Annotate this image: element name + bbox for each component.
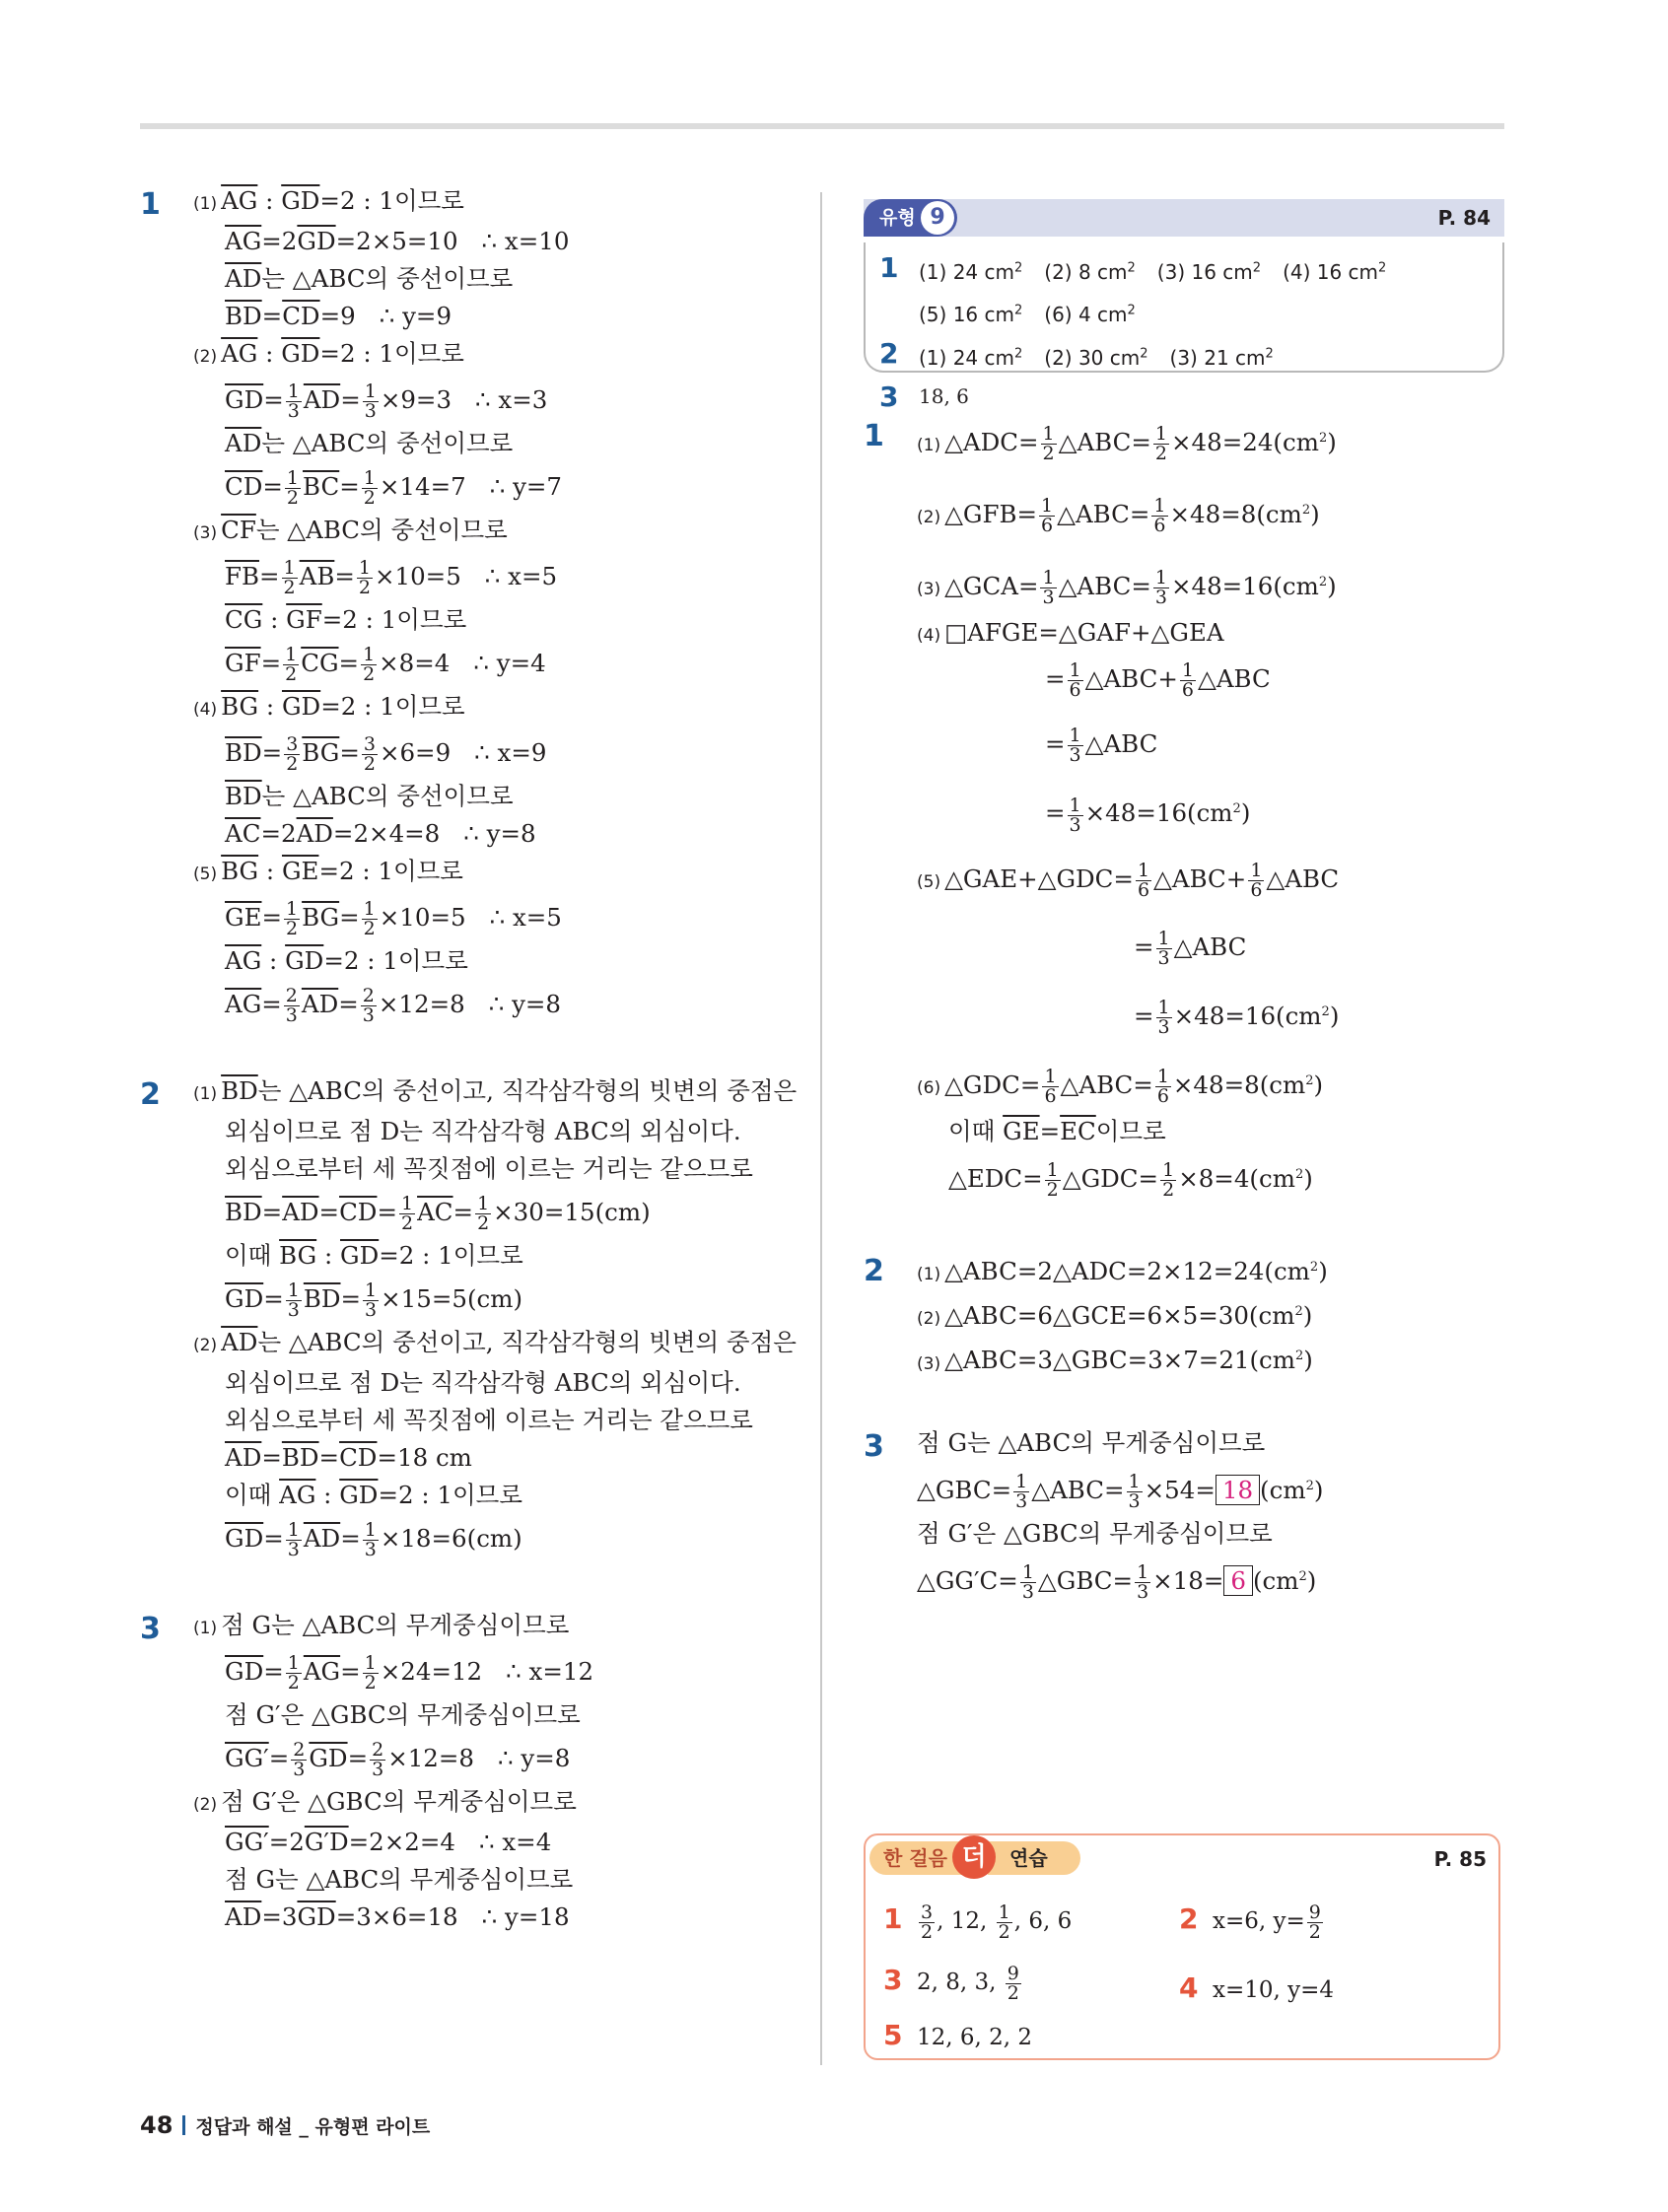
solution-2	[864, 1249, 1504, 1382]
solution-line: $\overline{AG}$ : $\overline{GD}=2$ : 1이므로	[225, 946, 468, 975]
problem-number: 2	[864, 1254, 884, 1289]
solution-line: 외심으로부터 세 꼭짓점에 이르는 거리는 같으므로	[225, 1154, 753, 1183]
type-9-header	[864, 199, 1504, 237]
solution-line: (2) △GFB= $\frac{1}{6}$ △ABC= $\frac{1}{6}$ $\times 48=8(cm^2)$	[917, 495, 1320, 537]
extra-tag-3: 연습	[988, 1841, 1080, 1875]
solution-line: $\overline{AG}=$ $\frac{2}{3}$ $\overline{AD}=$ $\frac{2}{3}$ ×12=8 ∴ y=8	[225, 985, 562, 1026]
solution-line: $\overline{GD}=$ $\frac{1}{3}$ $\overline{AD}=$ $\frac{1}{3}$ ×9=3 ∴ x=3	[225, 380, 548, 422]
solution-line: (2) 점 G′은 △GBC의 무게중심이므로	[193, 1787, 577, 1816]
solution-line: $\overline{GD}=$ $\frac{1}{3}$ $\overline{AD}=$ $\frac{1}{3}$ ×18=6(cm)	[225, 1519, 522, 1560]
footer-divider	[182, 2115, 185, 2135]
answer-row: 1 (1) 24 $cm^2$ (2) 8 $cm^2$ (3) 16 $cm^2$ (4) 16 $cm^2$	[879, 251, 1387, 284]
solution-line: (1) $\triangle ABC=2\triangle ADC=2\times 12=24(cm^2)$	[917, 1257, 1328, 1286]
answer-row: 2 (1) 24 $cm^2$ (2) 30 $cm^2$ (3) 21 $cm^2$	[879, 337, 1274, 371]
problem-number: 1	[864, 419, 884, 453]
solution-line: 외심으로부터 세 꼭짓점에 이르는 거리는 같으므로	[225, 1406, 753, 1434]
answer-box: 18	[1216, 1475, 1260, 1505]
solution-line: $\overline{CG}$ : $\overline{GF}=2$ : 1이므로	[225, 605, 467, 634]
solution-line: $\overline{AD}=3\overline{GD}=3\times 6=18$ ∴ y=18	[225, 1902, 570, 1931]
page-number: 48	[140, 2111, 174, 2139]
solution-line: $\overline{GF}=$ $\frac{1}{2}$ $\overline{CG}=$ $\frac{1}{2}$ ×8=4 ∴ y=4	[225, 644, 546, 685]
extra-practice-header	[866, 1835, 1498, 1877]
solution-line: 이때 $\overline{BG}$ : $\overline{GD}=2$ : 1이므로	[225, 1241, 523, 1270]
solution-line: $\overline{BD}=\overline{AD}=\overline{CD}=$ $\frac{1}{2}$ $\overline{AC}=$ $\frac{1}{2}$ ×30=15(cm)	[225, 1193, 651, 1234]
extra-tag-1: 한 걸음	[869, 1841, 968, 1875]
solution-line: $\overline{BD}=\overline{CD}=9$ ∴ y=9	[225, 302, 452, 330]
solution-line: $\overline{AD}=\overline{BD}=\overline{CD}=18$ cm	[225, 1443, 472, 1472]
extra-answer-2: 2 x=6, y= $\frac{9}{2}$	[1179, 1901, 1321, 1943]
page-footer	[140, 2111, 430, 2139]
solution-line: (4) $\overline{BG}$ : $\overline{GD}=2$ : 1이므로	[193, 692, 465, 721]
solution-line: 점 G′은 △GBC의 무게중심이므로	[225, 1700, 581, 1729]
solution-line: $\overline{FB}=$ $\frac{1}{2}$ $\overline{AB}=$ $\frac{1}{2}$ ×10=5 ∴ x=5	[225, 557, 558, 598]
solution-line: △EDC= $\frac{1}{2}$ △GDC= $\frac{1}{2}$ $\times 8=4(cm^2)$	[948, 1159, 1313, 1202]
solution-line: (1) △ADC= $\frac{1}{2}$ △ABC= $\frac{1}{2}$ $\times 48=24(cm^2)$	[917, 423, 1337, 465]
problem-3	[140, 1607, 802, 1936]
solution-line: 점 G는 △ABC의 무게중심이므로	[225, 1865, 574, 1894]
solution-line: $\overline{AD}$는 △ABC의 중선이므로	[225, 264, 514, 293]
extra-answer-1: 1 $\frac{3}{2}$ , 12, $\frac{1}{2}$ , 6, 6	[883, 1901, 1073, 1943]
page-reference: P. 84	[1437, 206, 1491, 230]
solution-line: (3) $\overline{CF}$는 △ABC의 중선이므로	[193, 516, 508, 544]
solution-line: (2) $\overline{AD}$는 △ABC의 중선이고, 직각삼각형의 빗변의 중점은	[193, 1328, 797, 1356]
solution-line: $\overline{AC}=2\overline{AD}=2\times 4=8$ ∴ y=8	[225, 819, 536, 848]
solution-line: 이때 $\overline{GE}=\overline{EC}$이므로	[948, 1116, 1166, 1145]
solution-line: $\overline{BD}$는 △ABC의 중선이므로	[225, 782, 514, 810]
solution-line: $\overline{GD}=$ $\frac{1}{3}$ $\overline{BD}=$ $\frac{1}{3}$ ×15=5(cm)	[225, 1279, 523, 1321]
solution-line: (5) $\overline{BG}$ : $\overline{GE}=2$ : 1이므로	[193, 857, 463, 885]
type-number: 9	[921, 201, 954, 235]
problem-2	[140, 1072, 802, 1563]
solution-line: (2) $\overline{AG}$ : $\overline{GD}=2$ : 1이므로	[193, 339, 464, 368]
solution-line: (3) $\triangle ABC=3\triangle GBC=3\times 7=21(cm^2)$	[917, 1346, 1313, 1375]
solution-line: 이때 $\overline{AG}$ : $\overline{GD}=2$ : 1이므로	[225, 1481, 522, 1509]
answer-row: 3 18, 6	[879, 380, 969, 413]
problem-number: 2	[140, 1077, 161, 1112]
solution-line: $\overline{AG}=2\overline{GD}=2\times 5=10$ ∴ x=10	[225, 227, 570, 255]
extra-answer-5: 5 12, 6, 2, 2	[883, 2019, 1033, 2051]
solution-line: = $\frac{1}{3}$ △ABC	[1134, 927, 1247, 969]
extra-tag-2: 더	[952, 1835, 996, 1879]
solution-line: (5) △GAE+△GDC= $\frac{1}{6}$ △ABC+ $\frac{1}{6}$ △ABC	[917, 859, 1340, 901]
solution-1	[864, 414, 1504, 1204]
top-rule	[140, 123, 1504, 129]
solution-line: $\overline{GE}=$ $\frac{1}{2}$ $\overline{BG}=$ $\frac{1}{2}$ ×10=5 ∴ x=5	[225, 898, 562, 939]
solution-line: 외심이므로 점 D는 직각삼각형 ABC의 외심이다.	[225, 1368, 741, 1397]
answer-summary	[864, 242, 1504, 413]
solution-line: △GG′C= $\frac{1}{3}$ △GBC= $\frac{1}{3}$ ×18= 6 $(cm^2)$	[917, 1560, 1317, 1603]
page-reference: P. 85	[1433, 1847, 1487, 1871]
problem-number: 3	[140, 1612, 161, 1646]
solution-line: GG′= $\frac{2}{3}$ $\overline{GD}=$ $\frac{2}{3}$ ×12=8 ∴ y=8	[225, 1739, 571, 1780]
solution-line: △GBC= $\frac{1}{3}$ △ABC= $\frac{1}{3}$ ×54= 18 $(cm^2)$	[917, 1470, 1324, 1512]
footer-title: 정답과 해설 _ 유형편 라이트	[195, 2116, 431, 2138]
type-tag: 유형 9	[864, 199, 957, 237]
solution-line: GG′=2G′D=2×2=4 ∴ x=4	[225, 1828, 552, 1856]
left-column	[140, 182, 802, 1936]
answer-box: 6	[1223, 1565, 1253, 1596]
solution-line: $\overline{CD}=$ $\frac{1}{2}$ $\overline{BC}=$ $\frac{1}{2}$ ×14=7 ∴ y=7	[225, 467, 563, 509]
extra-answer-3: 3 2, 8, 3, $\frac{9}{2}$	[883, 1962, 1019, 2004]
solution-line: (1) $\overline{AG}$ : $\overline{GD}=2$ : 1이므로	[193, 186, 464, 215]
problem-1	[140, 182, 802, 1029]
extra-practice-box	[864, 1833, 1500, 2060]
problem-number: 1	[140, 187, 161, 222]
column-divider	[820, 192, 822, 2065]
solution-line: = $\frac{1}{3}$ △ABC	[1045, 725, 1158, 767]
problem-number: 3	[864, 1428, 884, 1464]
solution-line: = $\frac{1}{3}$ $\times 48=16(cm^2)$	[1045, 794, 1251, 836]
solution-line: $\overline{BD}=$ $\frac{3}{2}$ $\overline{BG}=$ $\frac{3}{2}$ ×6=9 ∴ x=9	[225, 733, 547, 775]
solution-line: 점 G는 △ABC의 무게중심이므로	[917, 1427, 1266, 1457]
solution-line: $\overline{AD}$는 △ABC의 중선이므로	[225, 429, 514, 457]
solution-line: (1) 점 G는 △ABC의 무게중심이므로	[193, 1611, 570, 1639]
solution-line: = $\frac{1}{6}$ △ABC+ $\frac{1}{6}$ △ABC	[1045, 659, 1271, 702]
extra-answer-4: 4 x=10, y=4	[1179, 1971, 1335, 2004]
solution-line: (1) $\overline{BD}$는 △ABC의 중선이고, 직각삼각형의 빗변의 중점은	[193, 1076, 798, 1105]
solution-line: (4) □AFGE=△GAF+△GEA	[917, 618, 1224, 648]
solution-line: $\overline{GD}=$ $\frac{1}{2}$ $\overline{AG}=$ $\frac{1}{2}$ ×24=12 ∴ x=12	[225, 1652, 594, 1694]
solution-line: = $\frac{1}{3}$ $\times 48=16(cm^2)$	[1134, 996, 1340, 1038]
answer-row: (5) 16 $cm^2$ (6) 4 $cm^2$	[919, 303, 1136, 327]
solution-line: 외심이므로 점 D는 직각삼각형 ABC의 외심이다.	[225, 1117, 741, 1145]
solution-3	[864, 1424, 1504, 1606]
solution-line: (2) $\triangle ABC=6\triangle GCE=6\times 5=30(cm^2)$	[917, 1301, 1313, 1331]
solution-line: 점 G′은 △GBC의 무게중심이므로	[917, 1518, 1273, 1548]
right-column	[864, 199, 1504, 1606]
solution-line: (3) △GCA= $\frac{1}{3}$ △ABC= $\frac{1}{3}$ $\times 48=16(cm^2)$	[917, 567, 1337, 609]
solution-line: (6) △GDC= $\frac{1}{6}$ △ABC= $\frac{1}{6}$ $\times 48=8(cm^2)$	[917, 1065, 1324, 1107]
